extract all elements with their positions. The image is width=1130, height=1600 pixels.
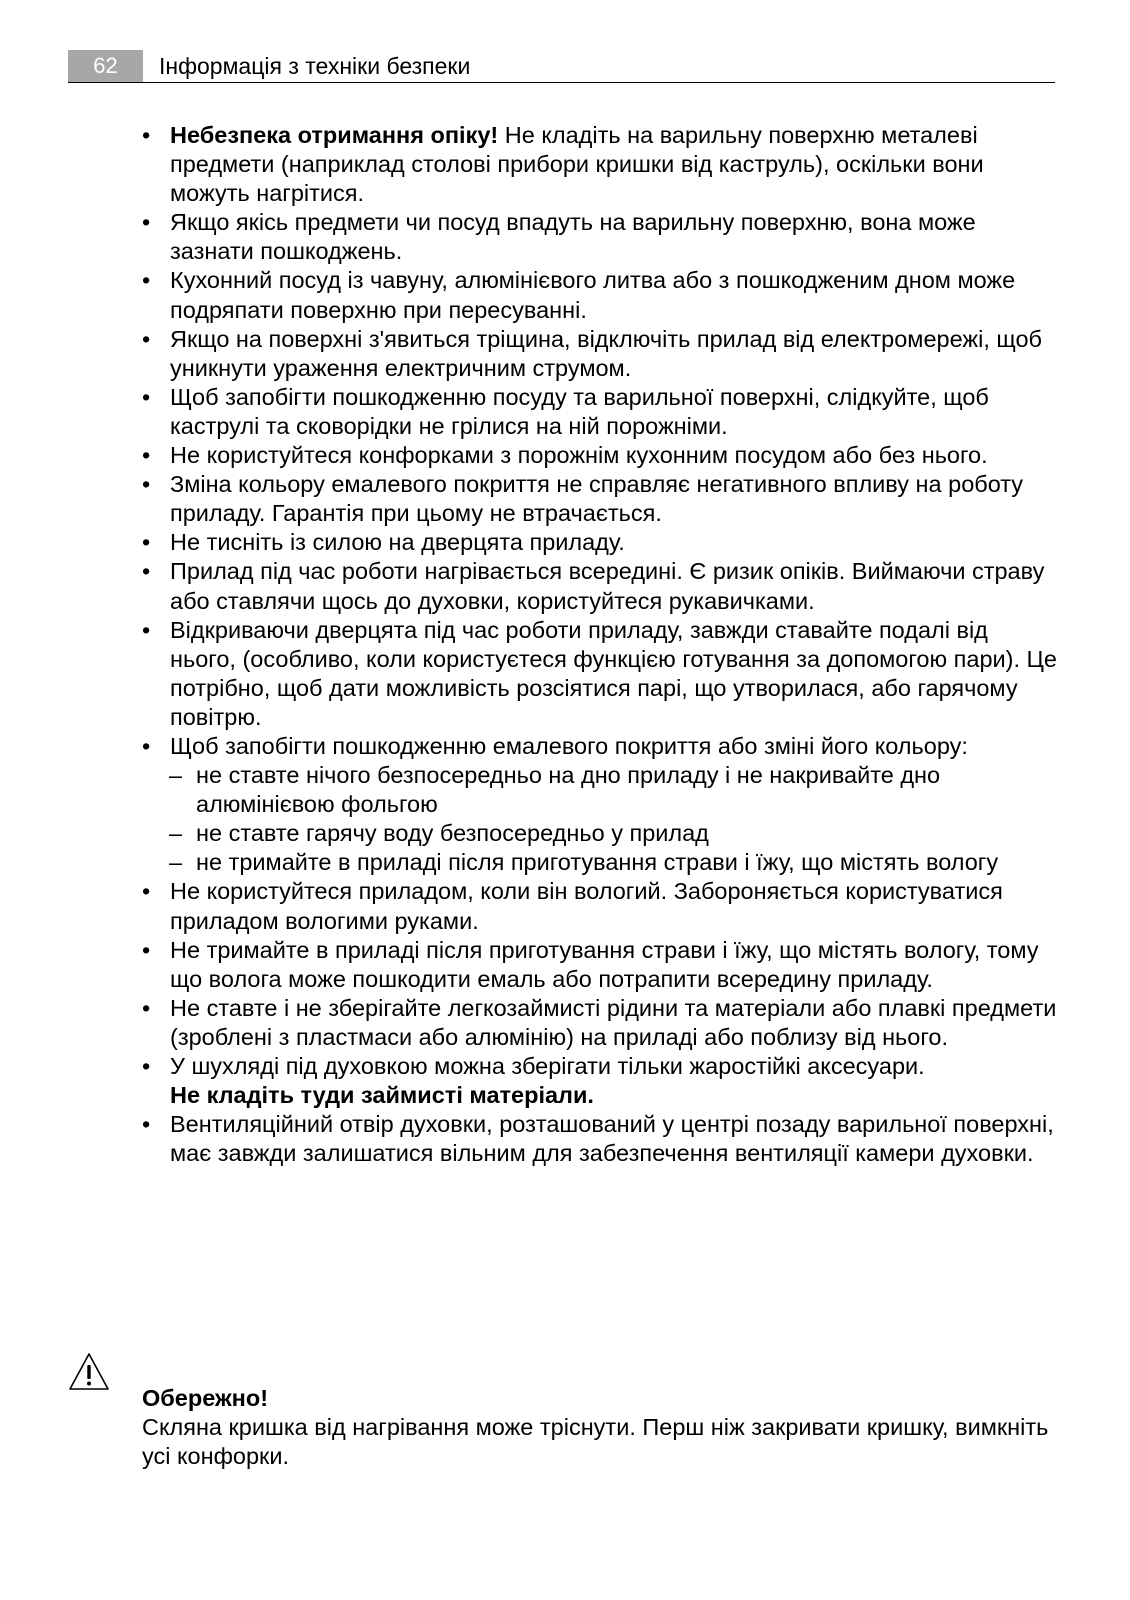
item-text: Не користуйтеся конфорками з порожнім кухонним посудом або без нього. [170,442,988,469]
list-item [142,1110,1057,1168]
warning-block [142,1384,1057,1471]
list-item [142,877,1057,935]
page-number: 62 [68,50,143,82]
item-text: Не кладіть на варильну поверхню металеві предмети (наприклад столові прибори кришки від каструль), оскільки вони можуть нагрітися. [170,122,984,207]
item-text: Щоб запобігти пошкодженню посуду та варильної поверхні, слідкуйте, щоб каструлі та сковорідки не грілися на ній порожніми. [170,383,989,439]
section-title: Інформація з техніки безпеки [159,53,471,79]
list-item [142,383,1057,441]
sub-list-item [142,848,1057,877]
list-item [142,936,1057,994]
subitem-text: не тримайте в приладі після приготування страви і їжу, що містять вологу [196,849,999,876]
warning-text: Скляна кришка від нагрівання може тріснути. Перш ніж закривати кришку, вимкніть усі конфорки. [142,1414,1049,1470]
list-item [142,557,1057,615]
item-text: Якщо якісь предмети чи посуд впадуть на варильну поверхню, вона може зазнати пошкоджень. [170,209,976,265]
warning-triangle-icon [68,1352,110,1392]
item-text: Вентиляційний отвір духовки, розташований у центрі позаду варильної поверхні, має завжди залишатися вільним для забезпечення вентиляції камери духовки. [170,1111,1054,1167]
item-text: Відкриваючи дверцята під час роботи приладу, завжди ставайте подалі від нього, (особливо, коли користуєтеся функцією готування за допомогою пари). Це потрібно, щоб дати можливість розсіятися парі, що утворилася, або гарячому повітрю. [170,616,1057,730]
subitem-text: не ставте гарячу воду безпосередньо у прилад [196,820,709,847]
bold-note: Не кладіть туди займисті матеріали. [170,1082,594,1109]
list-item [142,732,1057,761]
item-text: Не користуйтеся приладом, коли він вологий. Забороняється користуватися приладом вологими руками. [170,878,1003,934]
list-item [142,441,1057,470]
list-item [142,528,1057,557]
bold-lead: Небезпека отримання опіку! [170,122,499,148]
item-text: Прилад під час роботи нагрівається всередині. Є ризик опіків. Виймаючи страву або ставлячи щось до духовки, користуйтеся рукавичками. [170,558,1045,614]
warning-title: Обережно! [142,1385,269,1411]
page-header [68,46,1055,83]
sub-list-item [142,761,1057,819]
item-text: Якщо на поверхні з'явиться тріщина, відключіть прилад від електромережі, щоб уникнути ураження електричним струмом. [170,325,1042,381]
list-item [142,208,1057,266]
item-text: Не тисніть із силою на дверцята приладу. [170,529,625,556]
list-item [142,1052,1057,1110]
list-item [142,121,1057,208]
item-text: Не тримайте в приладі після приготування страви і їжу, що містять вологу, тому що волога може пошкодити емаль або потрапити всередину приладу. [170,936,1039,992]
list-item [142,266,1057,324]
item-text: Не ставте і не зберігайте легкозаймисті рідини та матеріали або плавкі предмети (зроблені з пластмаси або алюмінію) на приладі або поблизу від нього. [170,994,1057,1050]
list-item [142,325,1057,383]
item-text: Щоб запобігти пошкодженню емалевого покриття або зміні його кольору: [170,732,968,759]
list-item [142,994,1057,1052]
item-text: Зміна кольору емалевого покриття не справляє негативного впливу на роботу приладу. Гарантія при цьому не втрачається. [170,471,1024,527]
list-item [142,616,1057,732]
item-text: Кухонний посуд із чавуну, алюмінієвого литва або з пошкодженим дном може подряпати поверхню при пересуванні. [170,267,1016,323]
subitem-text: не ставте нічого безпосередньо на дно приладу і не накривайте дно алюмінієвою фольгою [196,762,941,818]
list-item [142,470,1057,528]
item-text: У шухляді під духовкою можна зберігати тільки жаростійкі аксесуари. [170,1053,925,1079]
safety-list [142,121,1057,1168]
sub-list-item [142,819,1057,848]
